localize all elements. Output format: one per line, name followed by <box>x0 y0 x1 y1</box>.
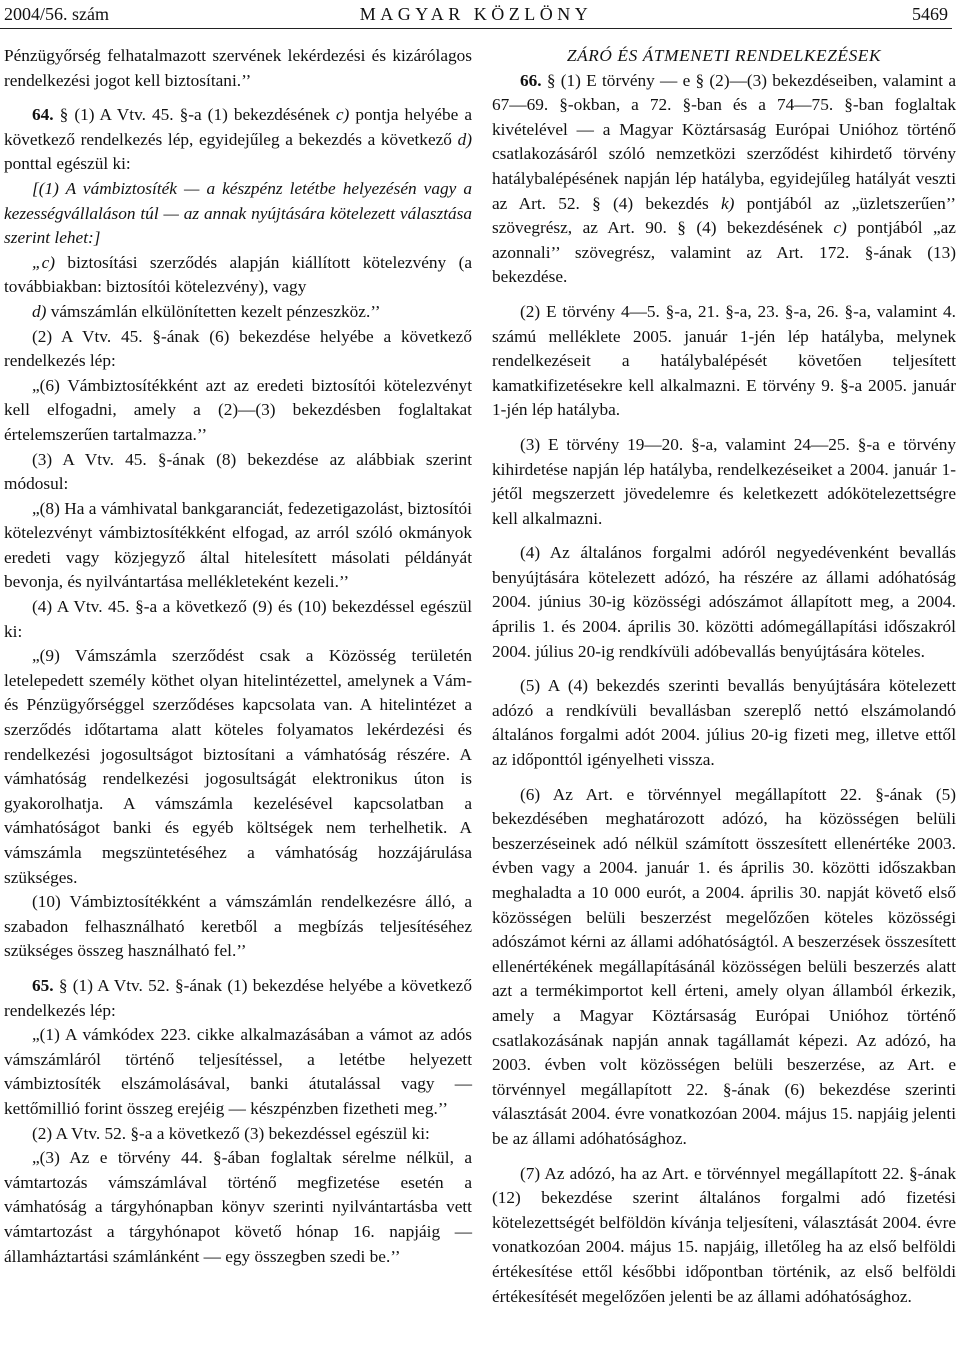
text: (2) E törvény 4—5. §-a, 21. §-a, 23. §-a, 26. §-a, valamint 4. számú melléklete 2005. január 1-jén lép hatályba, melynek rendelkezéseit a hatálybalépését követően teljesített kamatkifizetésekre kell alkalmazni. E törvény 9. §-a 2005. január 1-jén lép hatályba. <box>492 301 956 420</box>
point-ref: d) <box>457 129 472 149</box>
section-64 <box>4 103 472 177</box>
text: (4) A Vtv. 45. §-a a következő (9) és (10) bekezdéssel egészül ki: <box>4 597 472 641</box>
right-column <box>492 44 956 1309</box>
quote <box>4 1023 472 1121</box>
paragraph <box>4 325 472 374</box>
text: § (1) A Vtv. 45. §-a (1) bekezdésének <box>53 105 336 125</box>
text: vámszámlán elkülönítetten kezelt pénzeszköz.’’ <box>46 301 381 321</box>
paragraph <box>492 433 956 531</box>
text: ponttal egészül ki: <box>4 154 131 174</box>
text: (6) Az Art. e törvénnyel megállapított 22. §-ának (5) bekezdésében meghatározott adózó, ha közösségen belüli beszerzéseinek adó nélkül számított összesített ellenértéke 2003. évben vagy a 2004. január 1. és április 30. közötti időszakban meghaladta a 10 000 eurót, a 2004. április 30. napját követő első közösségen belüli beszerzést megelőzően köteles közösségi adószámot kérni az állami adóhatóságtól. A beszerzések összesített ellenértékének megállapításánál közösségen belüli beszerzés alatt azt a termékimportot kell érteni, amely olyan államból érkezik, amely a Magyar Köztársaság Európai Unióhoz történő csatlakozásának napján annak tagállamát képezi. Az adózó, ha 2003. évben volt közösségen belüli beszerzése, az Art. e törvénnyel megállapított 22. §-ának (6) bekezdése szerinti választását 2004. évre vonatkozóan 2004. május 15. napjáig jelenti be az állami adóhatósághoz. <box>492 784 956 1148</box>
journal-title: MAGYAR KÖZLÖNY <box>359 4 593 24</box>
text: § (1) E törvény — e § (2)—(3) bekezdéseiben, valamint a 67—69. §-okban, a 72. §-ban és a 74—75. §-ban foglaltak kivételével — a Magyar Köztársaság Európai Unióhoz történő csatlakozásáról szóló nemzetközi szerződést kihirdető törvény hatálybalépésének napján lép hatályba, egyidejűleg hatályát veszti az Art. 52. § (4) bekezdés <box>492 70 956 213</box>
point-ref: „c) <box>32 252 56 272</box>
text: „(1) A vámkódex 223. cikke alkalmazásában a vámot az adós vámszámláról történő teljesítéssel, a letétbe helyezett vámbiztosíték elszámolásával, banki átutalással vagy — kettőmillió forint összeg erejéig — készpénzben fizetheti meg.’’ <box>4 1025 472 1118</box>
text: (5) A (4) bekezdés szerinti bevallás benyújtására kötelezett adózó a rendkívüli bevallásban szereplő nettó elszámolandó általános forgalmi adót 2004. július 20-ig fizeti meg, illetve ettől az időponttól igényelheti vissza. <box>492 676 956 770</box>
section-65 <box>4 974 472 1023</box>
point-ref: c) <box>833 218 847 238</box>
text: biztosítási szerződés alapján kiállított kötelezvény (a továbbiakban: biztosítói kötelezvény), vagy <box>4 252 472 297</box>
text: „(3) Az e törvény 44. §-ában foglaltak sérelme nélkül, a vámtartozás vámszámlával történő megfizetése esetén a vámhatóság a tárgyhónapban könyv szerinti nyilvántartásba vett vámtartozást a tárgyhónapot követő hónap 16. napjáig — államháztartási számlánként — egy összegben szedi be.’’ <box>4 1148 472 1266</box>
paragraph <box>4 44 472 93</box>
quote <box>4 374 472 448</box>
text: (3) A Vtv. 45. §-ának (8) bekezdése az alábbiak szerint módosul: <box>4 449 472 494</box>
section-number: 66. <box>520 70 542 90</box>
paragraph <box>4 177 472 251</box>
quote <box>4 1146 472 1269</box>
text: (2) A Vtv. 45. §-ának (6) bekezdése helyébe a következő rendelkezés lép: <box>4 326 472 371</box>
text: pontjából „az azonnali’’ szövegrész, valamint az Art. 172. §-ának (13) bekezdése. <box>492 218 956 287</box>
paragraph <box>4 300 472 325</box>
paragraph <box>4 1122 472 1147</box>
paragraph <box>492 783 956 1152</box>
text: (10) Vámbiztosítékként a vámszámlán rendelkezésre álló, a szabadon felhasználható keretből a megbízás teljesítéséhez szükséges összeg használható fel.’’ <box>4 892 472 961</box>
text: pontjából az „üzletszerűen’’ szövegrész, az Art. 90. § (4) bekezdésének <box>492 193 956 238</box>
section-66 <box>492 69 956 290</box>
paragraph <box>492 674 956 772</box>
text: pontja helyébe a következő rendelkezés lép, egyidejűleg a bekezdés a következő <box>4 105 472 149</box>
text: § (1) A Vtv. 52. §-ának (1) bekezdése helyébe a következő rendelkezés lép: <box>4 975 472 1020</box>
paragraph <box>492 1162 956 1310</box>
header-rule <box>0 28 952 29</box>
quote <box>4 644 472 890</box>
text: Pénzügyőrség felhatalmazott szervének lekérdezési és kizárólagos rendelkezési jogot kell biztosítani.’’ <box>4 46 472 90</box>
text: (3) E törvény 19—20. §-a, valamint 24—25. §-a e törvény kihirdetése napján lép hatályba, rendelkezéseiket a 2004. január 1-jétől megszerzett jövedelemre és keletkezett adókötelezettségre kell alkalmazni. <box>492 434 956 528</box>
paragraph <box>4 890 472 964</box>
page-header <box>4 4 948 28</box>
paragraph <box>4 448 472 497</box>
point-ref: c) <box>335 105 350 125</box>
text: „(9) Vámszámla szerződést csak a Közösség területén letelepedett személy köthet olyan hitelintézettel, amelynek a Vám- és Pénzügyőrséggel szerződéses kapcsolata van. A hitelintézet a szerződés időtartama alatt köteles folyamatos lekérdezési és rendelkezési jogosultságot biztosítani a vámhatóság részére. A vámhatóság rendelkezési jogosultságát elektronikus úton is gyakorolhatja. A vámszámla kezelésével kapcsolatban a vámhatóságot banki és egyéb költségek nem terhelhetik. A vámszámla megszüntetéséhez a vámhatóság hozzájárulása szükséges. <box>4 646 472 887</box>
left-column <box>4 44 472 1269</box>
issue-number: 2004/56. szám <box>4 4 109 24</box>
page-number: 5469 <box>912 4 948 24</box>
text: „(8) Ha a vámhivatal bankgaranciát, fedezetigazolást, biztosítói kötelezvényt vámbiztosítékként elfogad, az arról szóló okmányok eredeti vagy közjegyző által hitelesített másolati példányát bevonja, és nyilvántartása mellékleteként kezeli.’’ <box>4 498 472 592</box>
section-number: 65. <box>32 975 54 995</box>
paragraph <box>4 251 472 300</box>
point-ref: k) <box>720 193 735 213</box>
paragraph <box>492 541 956 664</box>
section-heading: ZÁRÓ ÉS ÁTMENETI RENDELKEZÉSEK <box>566 46 882 65</box>
text: (2) A Vtv. 52. §-a a következő (3) bekezdéssel egészül ki: <box>32 1123 430 1143</box>
text: (4) Az általános forgalmi adóról negyedévenként bevallás benyújtására kötelezett adózó, ha részére az állami adóhatóság 2004. június 30-ig közösségi adószámot állapított meg, a 2004. április 1. és 2004. április 30. közötti adómegállapítási időszakról 2004. július 20-ig rendkívüli adóbevallás benyújtására köteles. <box>492 543 956 661</box>
text: (7) Az adózó, ha az Art. e törvénnyel megállapított 22. §-ának (12) bekezdése szerint általános forgalmi adó fizetési kötelezettségét belföldön kívánja teljesíteni, választását 2004. évre vonatkozóan 2004. május 15. napjáig, illetőleg ha az első belföldi értékesítése ettől későbbi időpontban történik, az első belföldi értékesítését megelőzően jelenti be az állami adóhatósághoz. <box>492 1163 956 1306</box>
text: „(6) Vámbiztosítékként azt az eredeti biztosítói kötelezvényt kell elfogadni, amely a (2)—(3) bekezdésben foglaltakat értelemszerűen tartalmazza.’’ <box>4 375 472 444</box>
section-number: 64. <box>32 105 54 125</box>
point-ref: d) <box>32 301 47 321</box>
quote <box>4 497 472 595</box>
text: [(1) A vámbiztosíték — a készpénz letétbe helyezésén vagy a kezességvállaláson túl — az annak nyújtására kötelezett választása szerint lehet:] <box>4 178 472 248</box>
paragraph <box>492 300 956 423</box>
paragraph <box>4 595 472 644</box>
